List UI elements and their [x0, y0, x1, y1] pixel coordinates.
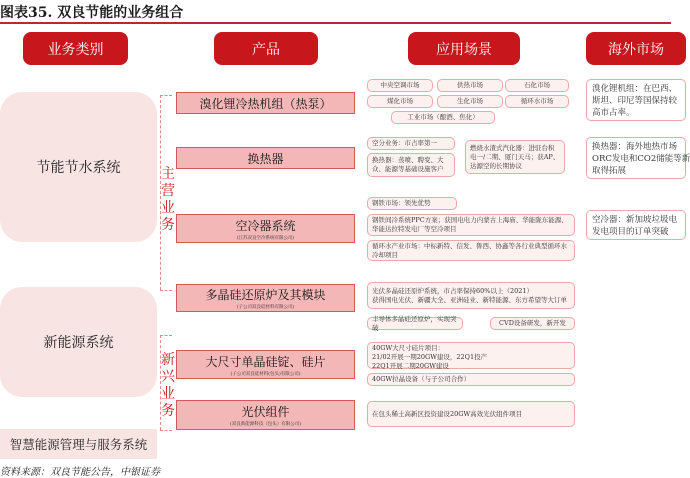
category-new-energy: 新能源系统	[0, 287, 157, 397]
scene-item: 生化市场	[437, 95, 503, 108]
overseas-line: 溴化锂机组：在巴西、	[592, 84, 678, 94]
scene-item: 工业市场（酿酒、焦化）	[391, 111, 495, 124]
header-business-category: 业务类别	[23, 32, 128, 65]
scene-item: 钢铁市场：领先优势	[367, 197, 457, 210]
new-business-label: 新兴业务	[161, 352, 175, 419]
header-product: 产品	[214, 32, 318, 65]
scene-item	[367, 282, 575, 309]
product-polysilicon-furnace	[176, 284, 355, 312]
title-rule	[0, 22, 671, 24]
scene-item	[367, 342, 575, 369]
overseas-line: ORC发电和CO2储能等新	[592, 154, 690, 164]
scene-item: 40GW拉晶设备（与子公司合作）	[367, 373, 575, 386]
bracket-tick	[160, 335, 172, 336]
product-name: 多晶硅还原炉及其模块	[205, 288, 326, 302]
scene-item: 中央空调市场	[367, 79, 433, 92]
scene-item: 换热器：蒸喷、聘变、大众、能源等基础设施客户	[367, 153, 455, 177]
product-name: 溴化锂冷热机组（热泵）	[199, 96, 332, 111]
scene-item: CVD设备研发，新开发	[490, 317, 575, 330]
overseas-air-cooler	[586, 210, 686, 240]
header-overseas-market: 海外市场	[586, 32, 686, 65]
category-smart-energy: 智慧能源管理与服务系统	[0, 429, 157, 459]
overseas-line: 取得拓展	[592, 166, 627, 176]
product-heat-exchanger	[176, 147, 355, 169]
product-subsidiary: (双良新能源科技（包头）有限公司)	[229, 422, 301, 427]
main-business-label: 主营业务	[161, 166, 175, 233]
overseas-line: 高市占率。	[592, 108, 635, 118]
product-pv-module	[176, 400, 355, 430]
bracket-tick	[160, 290, 172, 291]
product-name: 光伏组件	[241, 405, 290, 419]
overseas-line: 换热器：海外地热市场	[592, 142, 678, 152]
product-name: 大尺寸单晶硅锭、硅片	[205, 354, 326, 369]
category-energy-water-saving: 节能节水系统	[0, 92, 157, 242]
scene-item: 燃烧水渣式汽化器：进驻台积电一/二期、厦门天马；获AP、达源空的长期协议	[465, 140, 565, 174]
scene-line: 22Q1开展二期20GW建设	[372, 362, 449, 370]
overseas-line: 空冷器：新加坡垃圾电	[592, 215, 678, 225]
scene-item: 煤化市场	[367, 95, 433, 108]
overseas-line: 斯坦、印尼等国保持较	[592, 96, 678, 106]
header-application-scene: 应用场景	[408, 32, 520, 65]
scene-item: 丰导体多晶硅还原炉，实现突破	[367, 317, 463, 330]
product-subsidiary: (江苏双良空冷系统有限公司)	[236, 235, 295, 241]
product-air-cooler	[176, 214, 355, 243]
overseas-heat-exchanger	[586, 137, 690, 179]
figure-title: 图表35. 双良节能的业务组合	[0, 5, 184, 21]
bracket-tick	[160, 95, 172, 96]
scene-item: 循环水产业市场：中标新特、信发、鲁西、协鑫等各行业典型循环水冷却项目	[367, 240, 575, 261]
scene-line: 21/02开展一期20GW建设，22Q1投产	[372, 353, 488, 361]
product-subsidiary: (子公司双良硅材料(包头)有限公司)	[230, 371, 301, 377]
scene-line: 获得国电光伏、新疆大全、亚洲硅业、新特能源、东方希望等大订单	[372, 296, 567, 304]
scene-item: 在包头稀土高新区投资建设20GW高效光伏组件项目	[367, 401, 575, 427]
scene-item: 供热市场	[437, 79, 503, 92]
overseas-line: 发电项目的订单突破	[592, 227, 669, 237]
overseas-lithium	[586, 79, 686, 121]
product-monocrystalline-silicon	[176, 350, 355, 379]
scene-item: 钢铁间冷系统PPC方案；获国电电力内蒙古上海庙、华能陇东能源、华能达拉特发电厂等空冷项目	[367, 214, 575, 236]
product-name: 空冷器系统	[235, 218, 296, 233]
scene-item: 石化市场	[505, 79, 569, 92]
scene-line: 40GW大尺寸硅片项目：	[372, 344, 445, 352]
product-subsidiary: (子公司双良硅材料有限公司)	[236, 305, 295, 310]
product-lithium-bromide-unit	[176, 92, 355, 114]
scene-item: 空分业务：市占率第一	[367, 137, 455, 150]
scene-item: 循环水市场	[505, 95, 569, 108]
source-note: 资料来源：双良节能公告，中银证券	[0, 467, 160, 478]
scene-line: 光伏多晶硅还原炉系统，市占率保持60%以上（2021）	[372, 287, 533, 295]
bracket-tick	[160, 430, 172, 431]
product-name: 换热器	[247, 151, 284, 166]
